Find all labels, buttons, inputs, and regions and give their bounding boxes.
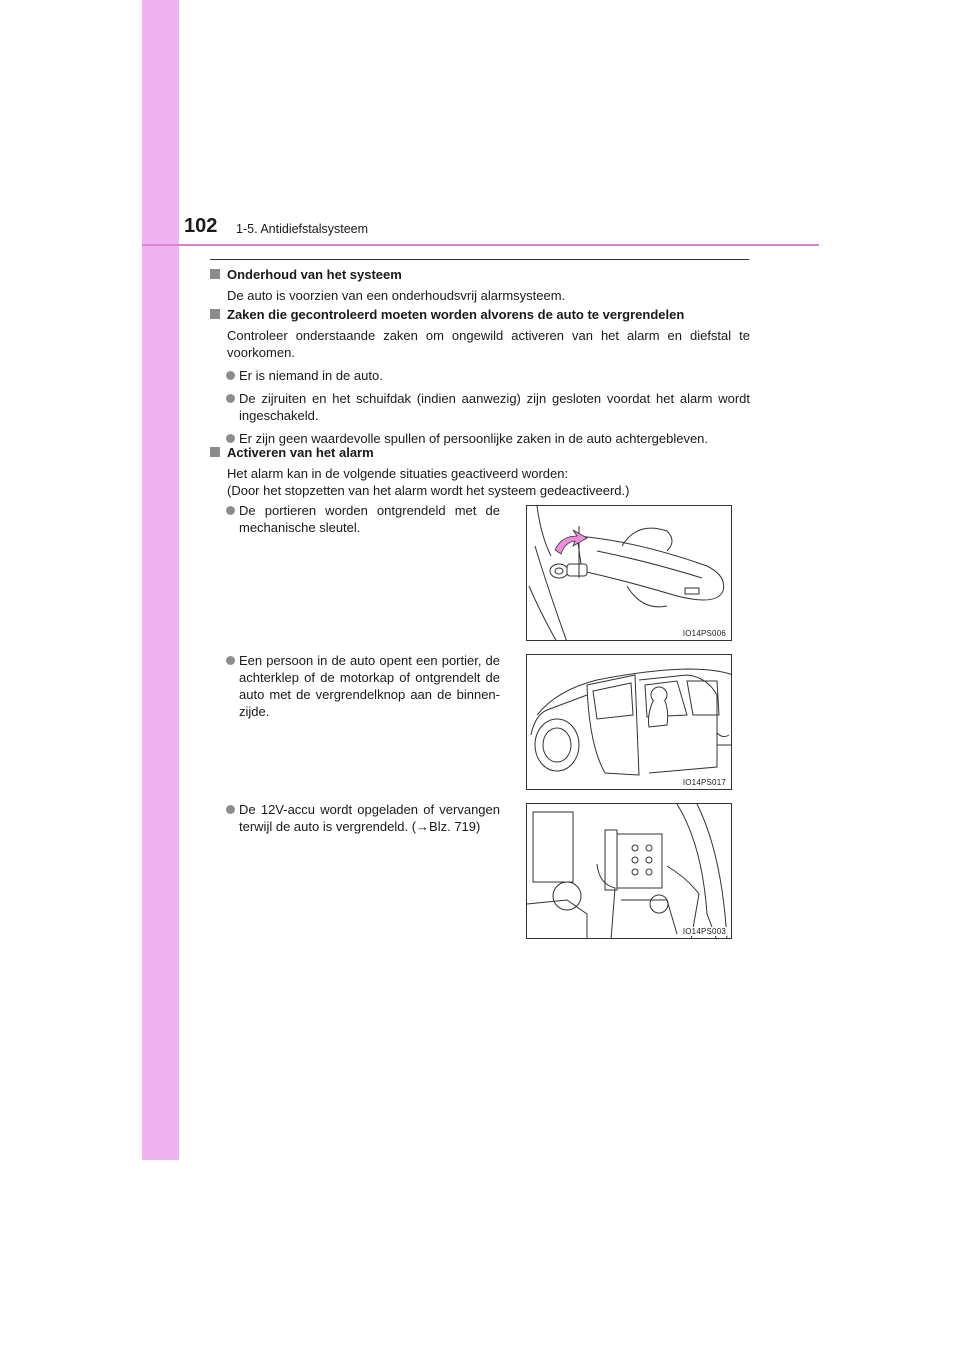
list-item: Er zijn geen waardevolle spullen of persoonlijke zaken in de auto achtergebleven. (210, 430, 750, 447)
checks-section (210, 306, 750, 447)
open-car-door-illustration (527, 655, 732, 790)
activation-text: Het alarm kan in de volgende situaties geactiveerd worden: (Door het stopzetten van het alarm wordt het systeem gedeactiveerd.) (227, 466, 630, 498)
activation-section (210, 444, 750, 499)
list-item: Er is niemand in de auto. (210, 367, 750, 384)
round-bullet-icon (226, 371, 235, 380)
activation-heading: Activeren van het alarm (210, 444, 750, 461)
battery-replacement-illustration (527, 804, 732, 939)
list-item: De zijruiten en het schuifdak (indien aanwezig) zijn gesloten voordat het alarm wordt ingeschakeld. (210, 390, 750, 424)
figure-code: IO14PS006 (682, 629, 726, 638)
checks-heading: Zaken die gecontroleerd moeten worden alvorens de auto te vergrendelen (210, 306, 750, 323)
header-rule (142, 244, 819, 246)
figure-code: IO14PS017 (682, 778, 726, 787)
round-bullet-icon (226, 805, 235, 814)
figure-code: IO14PS003 (682, 927, 726, 936)
content-rule (210, 259, 749, 260)
door-handle-illustration (527, 506, 732, 641)
page-number: 102 (184, 215, 218, 237)
round-bullet-icon (226, 434, 235, 443)
figure-open-door (526, 654, 732, 790)
section-title: 1-5. Antidiefstalsysteem (236, 222, 369, 236)
activation-item-door: Een persoon in de auto opent een portier, de achterklep of de motorkap of ontgrendelt de auto met de vergrendelknop aan de binnen-zijde. (210, 652, 500, 720)
maintenance-section (210, 266, 750, 304)
figure-battery (526, 803, 732, 939)
maintenance-text: De auto is voorzien van een onderhoudsvrij alarmsysteem. (227, 288, 566, 303)
square-bullet-icon (210, 447, 220, 457)
round-bullet-icon (226, 506, 235, 515)
round-bullet-icon (226, 394, 235, 403)
maintenance-heading: Onderhoud van het systeem (210, 266, 750, 283)
square-bullet-icon (210, 309, 220, 319)
activation-item-battery: De 12V-accu wordt opgeladen of vervangen terwijl de auto is vergrendeld. (→Blz. 719) (210, 801, 500, 835)
square-bullet-icon (210, 269, 220, 279)
activation-item-key: De portieren worden ontgrendeld met de mechanische sleutel. (210, 502, 500, 536)
checks-text: Controleer onderstaande zaken om ongewild activeren van het alarm en diefstal te voorkomen. (227, 328, 750, 360)
side-tab (142, 0, 179, 1160)
figure-door-key (526, 505, 732, 641)
round-bullet-icon (226, 656, 235, 665)
